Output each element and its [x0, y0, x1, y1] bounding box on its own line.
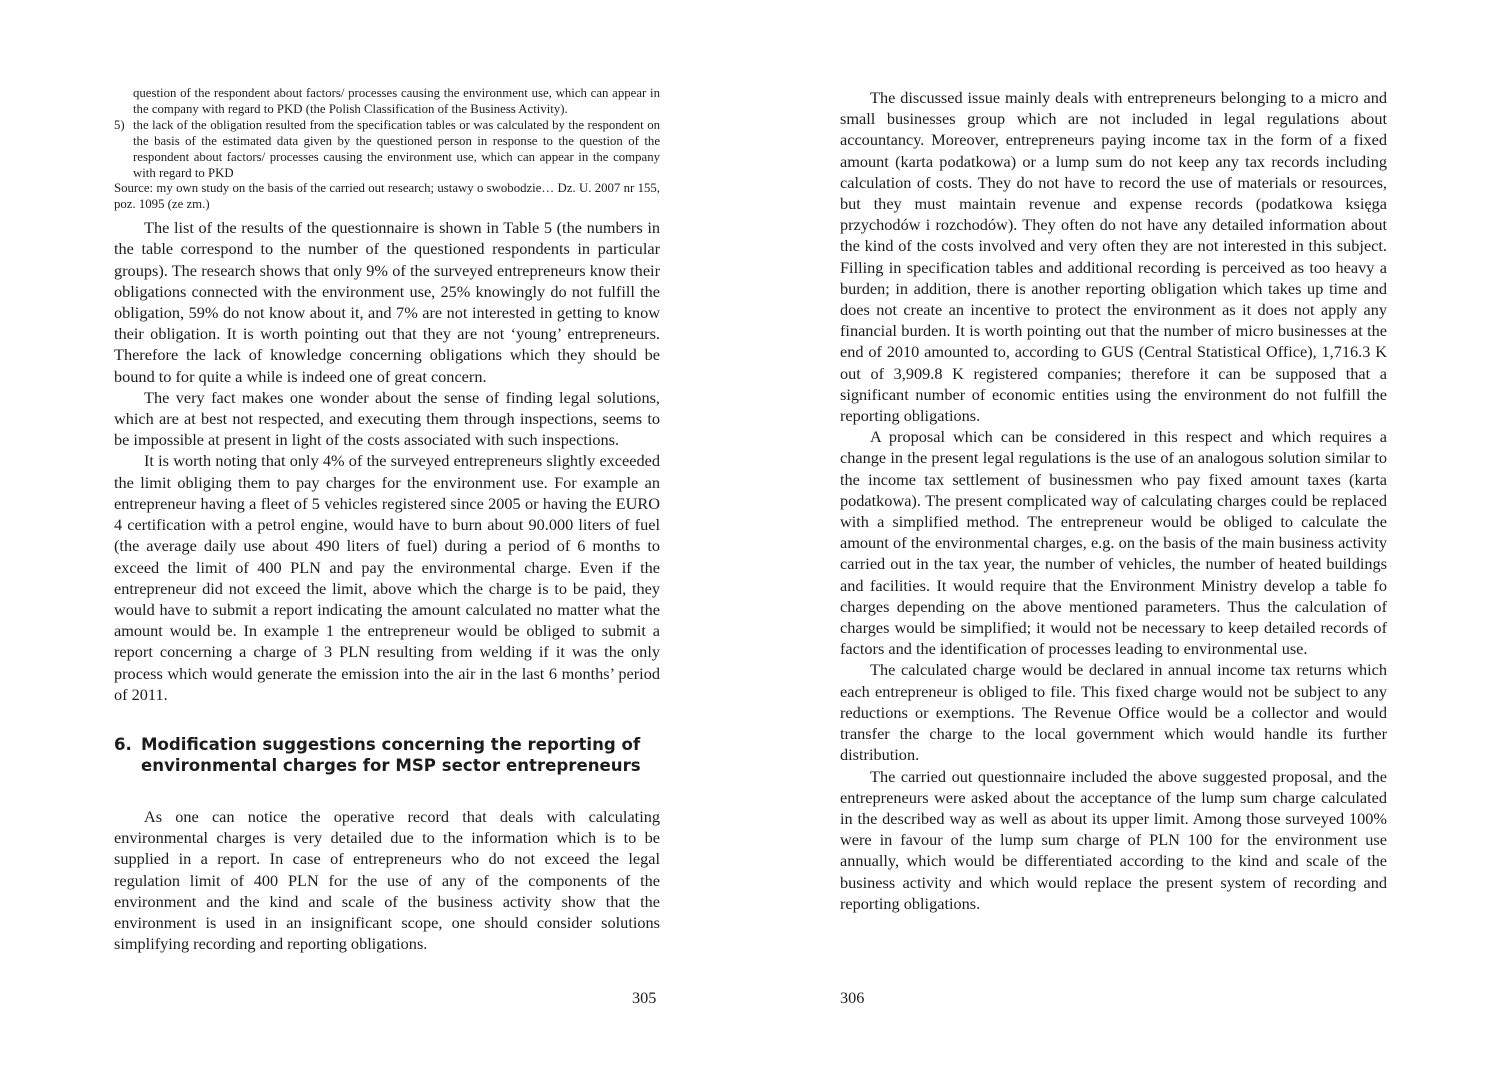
paragraph: The very fact makes one wonder about the sense of finding legal solutions, which are at best not respected, and executing them through inspections, seems to be impossible at present in light of the costs associated with such inspections. — [114, 387, 660, 450]
note-continuation: question of the respondent about factors/ processes causing the environment use, which can appear in the company with regard to PKD (the Polish Classification of the Business Activity). — [133, 86, 660, 116]
paragraph: The calculated charge would be declared in annual income tax returns which each entrepreneur is obliged to file. This fixed charge would not be subject to any reductions or exemptions. The Revenue Office would be a collector and would transfer the charge to the local government which would handle its further distribution. — [840, 660, 1387, 765]
right-text-column — [840, 87, 1387, 914]
section-title: Modification suggestions concerning the reporting of environmental charges for MSP sector entrepreneurs — [141, 734, 641, 775]
paragraph: As one can notice the operative record that deals with calculating environmental charges is very detailed due to the information which is to be supplied in a report. In case of entrepreneurs who do not exceed the legal regulation limit of 400 PLN for the use of any of the components of the environment and the kind and scale of the business activity show that the environment is used in an insignificant scope, one should consider solutions simplifying recording and reporting obligations. — [114, 806, 660, 954]
note-item-5 — [114, 118, 660, 182]
table-notes — [114, 86, 660, 213]
left-text-column — [114, 86, 660, 954]
paragraph: It is worth noting that only 4% of the surveyed entrepreneurs slightly exceeded the limit obliging them to pay charges for the environment use. For example an entrepreneur having a fleet of 5 vehicles registered since 2005 or having the EURO 4 certification with a petrol engine, would have to burn about 90.000 liters of fuel (the average daily use about 490 liters of fuel) during a period of 6 months to exceed the limit of 400 PLN and pay the environmental charge. Even if the entrepreneur did not exceed the limit, above which the charge is to be paid, they would have to submit a report indicating the amount calculated no matter what the amount would be. In example 1 the entrepreneur would be obliged to submit a report concerning a charge of 3 PLN resulting from welding if it was the only process which would generate the emission into the air in the last 6 months’ period of 2011. — [114, 451, 660, 704]
right-page — [750, 0, 1500, 1068]
page-number: 305 — [632, 988, 657, 1007]
section-heading — [114, 734, 660, 776]
paragraph: The list of the results of the questionnaire is shown in Table 5 (the numbers in the table correspond to the number of the questioned respondents in particular groups). The research shows that only 9% of the surveyed entrepreneurs know their obligations connected with the environment use, 25% knowingly do not fulfill the obligation, 59% do not know about it, and 7% are not interested in getting to know their obligation. It is worth pointing out that they are not ‘young’ entrepreneurs. Therefore the lack of knowledge concerning obligations which they should be bound to for quite a while is indeed one of great concern. — [114, 218, 660, 386]
source-note: Source: my own study on the basis of the carried out research; ustawy o swobodzie… Dz. U. 2007 nr 155, poz. 1095 (ze zm.) — [114, 181, 660, 212]
note-number: 5) — [114, 117, 125, 132]
section-number: 6. — [114, 734, 132, 754]
note-text: the lack of the obligation resulted from the specification tables or was calculated by the respondent on the basis of the estimated data given by the questioned person in response to the question of the respondent about factors/ processes causing the environment use, which can appear in the company with regard to PKD — [133, 117, 660, 180]
paragraph: A proposal which can be considered in this respect and which requires a change in the present legal regulations is the use of an analogous solution similar to the income tax settlement of businessmen who pay fixed amount taxes (karta podatkowa). The present complicated way of calculating charges could be replaced with a simplified method. The entrepreneur would be obliged to calculate the amount of the environmental charges, e.g. on the basis of the main business activity carried out in the tax year, the number of vehicles, the number of heated buildings and facilities. It would require that the Environment Ministry develop a table fo charges depending on the above mentioned parameters. Thus the calculation of charges would be simplified; it would not be necessary to keep detailed records of factors and the identification of processes leading to environmental use. — [840, 427, 1387, 659]
paragraph: The carried out questionnaire included the above suggested proposal, and the entrepreneurs were asked about the acceptance of the lump sum charge calculated in the described way as well as about its upper limit. Among those surveyed 100% were in favour of the lump sum charge of PLN 100 for the environment use annually, which would be differentiated according to the kind and scale of the business activity and which would replace the present system of recording and reporting obligations. — [840, 766, 1387, 913]
paragraph: The discussed issue mainly deals with entrepreneurs belonging to a micro and small businesses group which are not included in legal regulations about accountancy. Moreover, entrepreneurs paying income tax in the form of a fixed amount (karta podatkowa) or a lump sum do not keep any tax records including calculation of costs. They do not have to record the use of materials or resources, but they must maintain revenue and expense records (podatkowa księga przychodów i rozchodów). They often do not have any detailed information about the kind of the costs involved and very often they are not interested in this subject. Filling in specification tables and additional recording is perceived as too heavy a burden; in addition, there is another reporting obligation which takes up time and does not create an incentive to protect the environment as it does not apply any financial burden. It is worth pointing out that the number of micro businesses at the end of 2010 amounted to, according to GUS (Central Statistical Office), 1,716.3 K out of 3,909.8 K registered companies; therefore it can be supposed that a significant number of economic entities using the environment do not fulfill the reporting obligations. — [840, 88, 1387, 426]
page-number: 306 — [840, 988, 865, 1007]
